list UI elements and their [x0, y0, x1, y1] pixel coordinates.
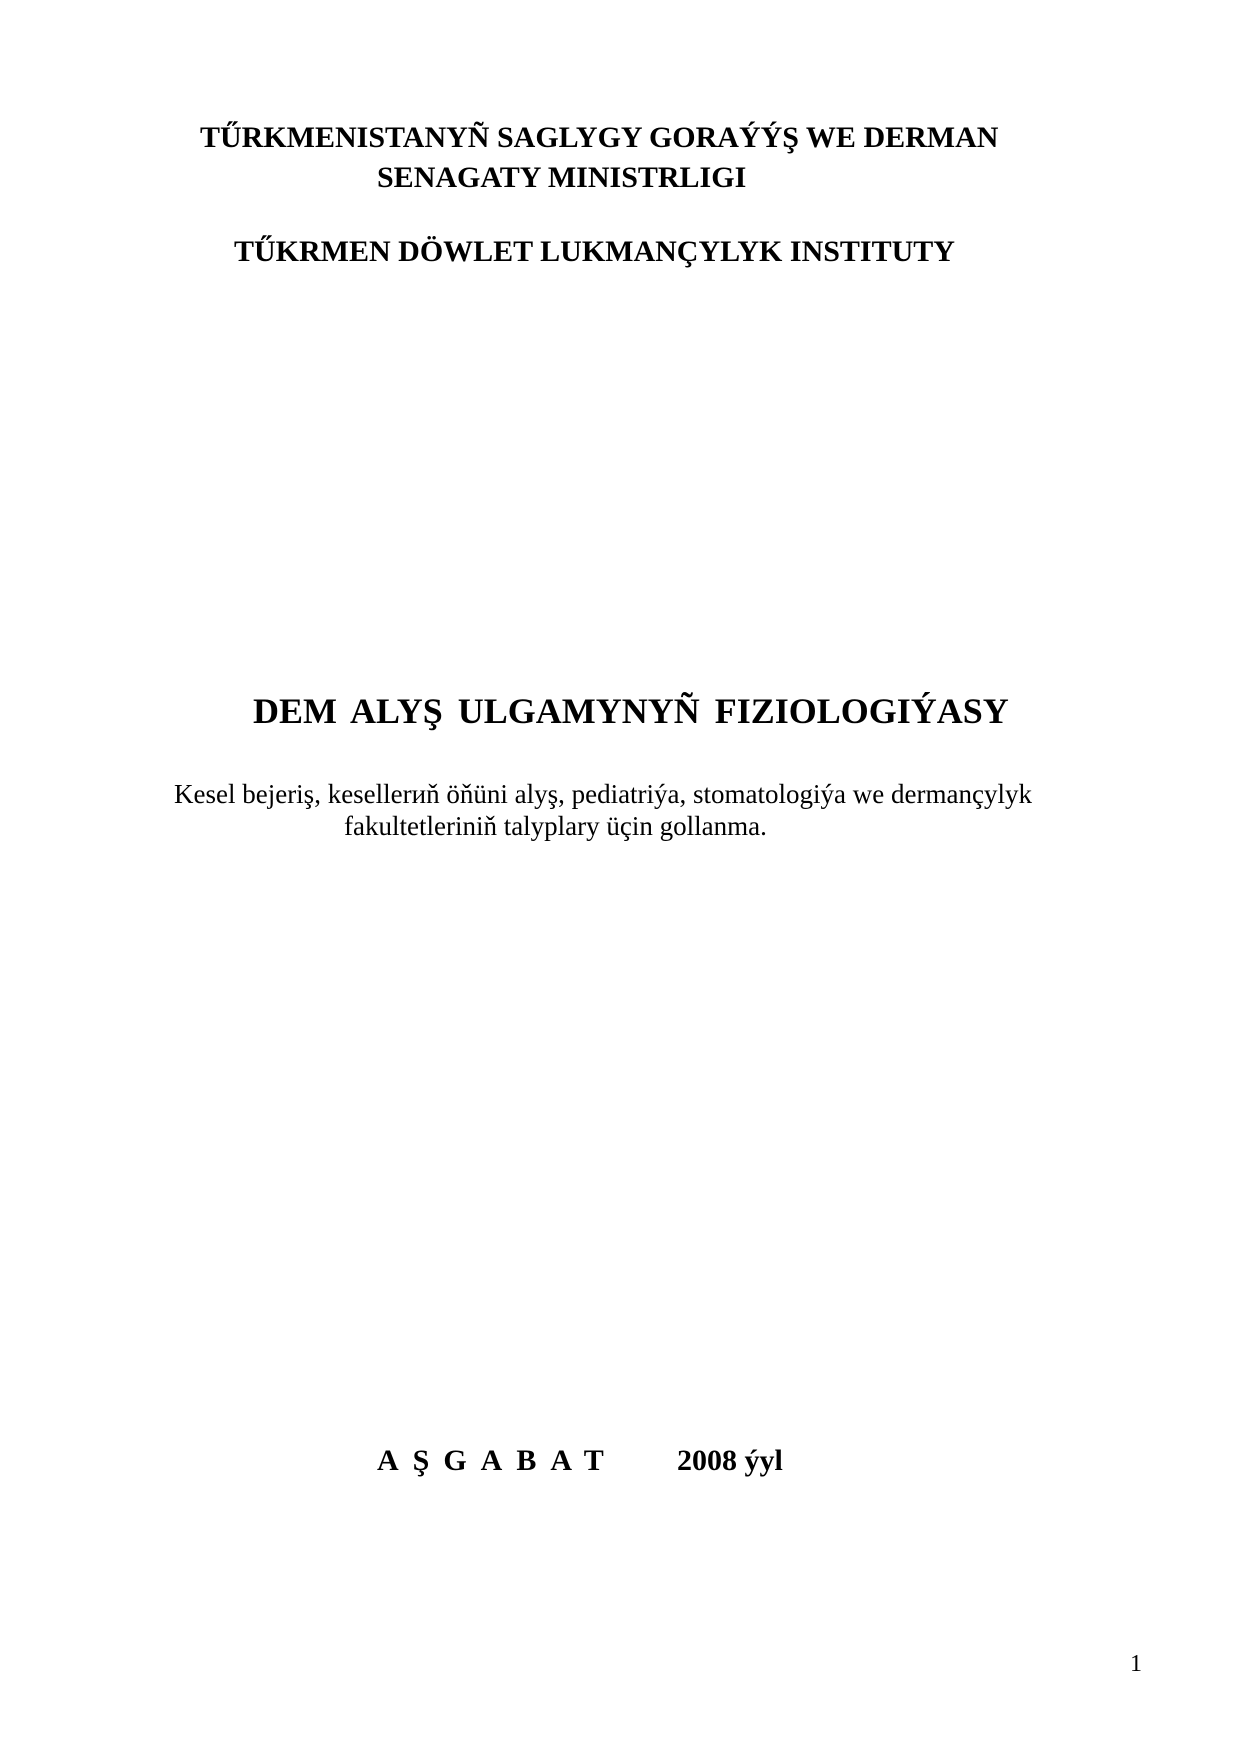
ministry-name-line-2: SENAGATY MINISTRLIGI — [377, 161, 747, 194]
publication-city: AŞGABAT — [377, 1444, 618, 1477]
document-title: DEM ALYŞ ULGAMYNYÑ FIZIOLOGIÝASY — [253, 691, 1009, 731]
subtitle-line-1: Kesel bejeriş, kesellerиň öňüni alyş, pediatriýa, stomatologiýa we dermançylyk — [174, 779, 1032, 809]
subtitle-line-2: fakultetleriniň talyplary üçin gollanma. — [344, 811, 767, 841]
publication-year: 2008 ýyl — [677, 1444, 783, 1477]
ministry-name-line-1: TŰRKMENISTANYÑ SAGLYGY GORAÝÝŞ WE DERMAN — [200, 121, 999, 154]
page-number: 1 — [1130, 1651, 1142, 1677]
institute-name: TŰKRMEN DÖWLET LUKMANÇYLYK INSTITUTY — [234, 235, 955, 268]
